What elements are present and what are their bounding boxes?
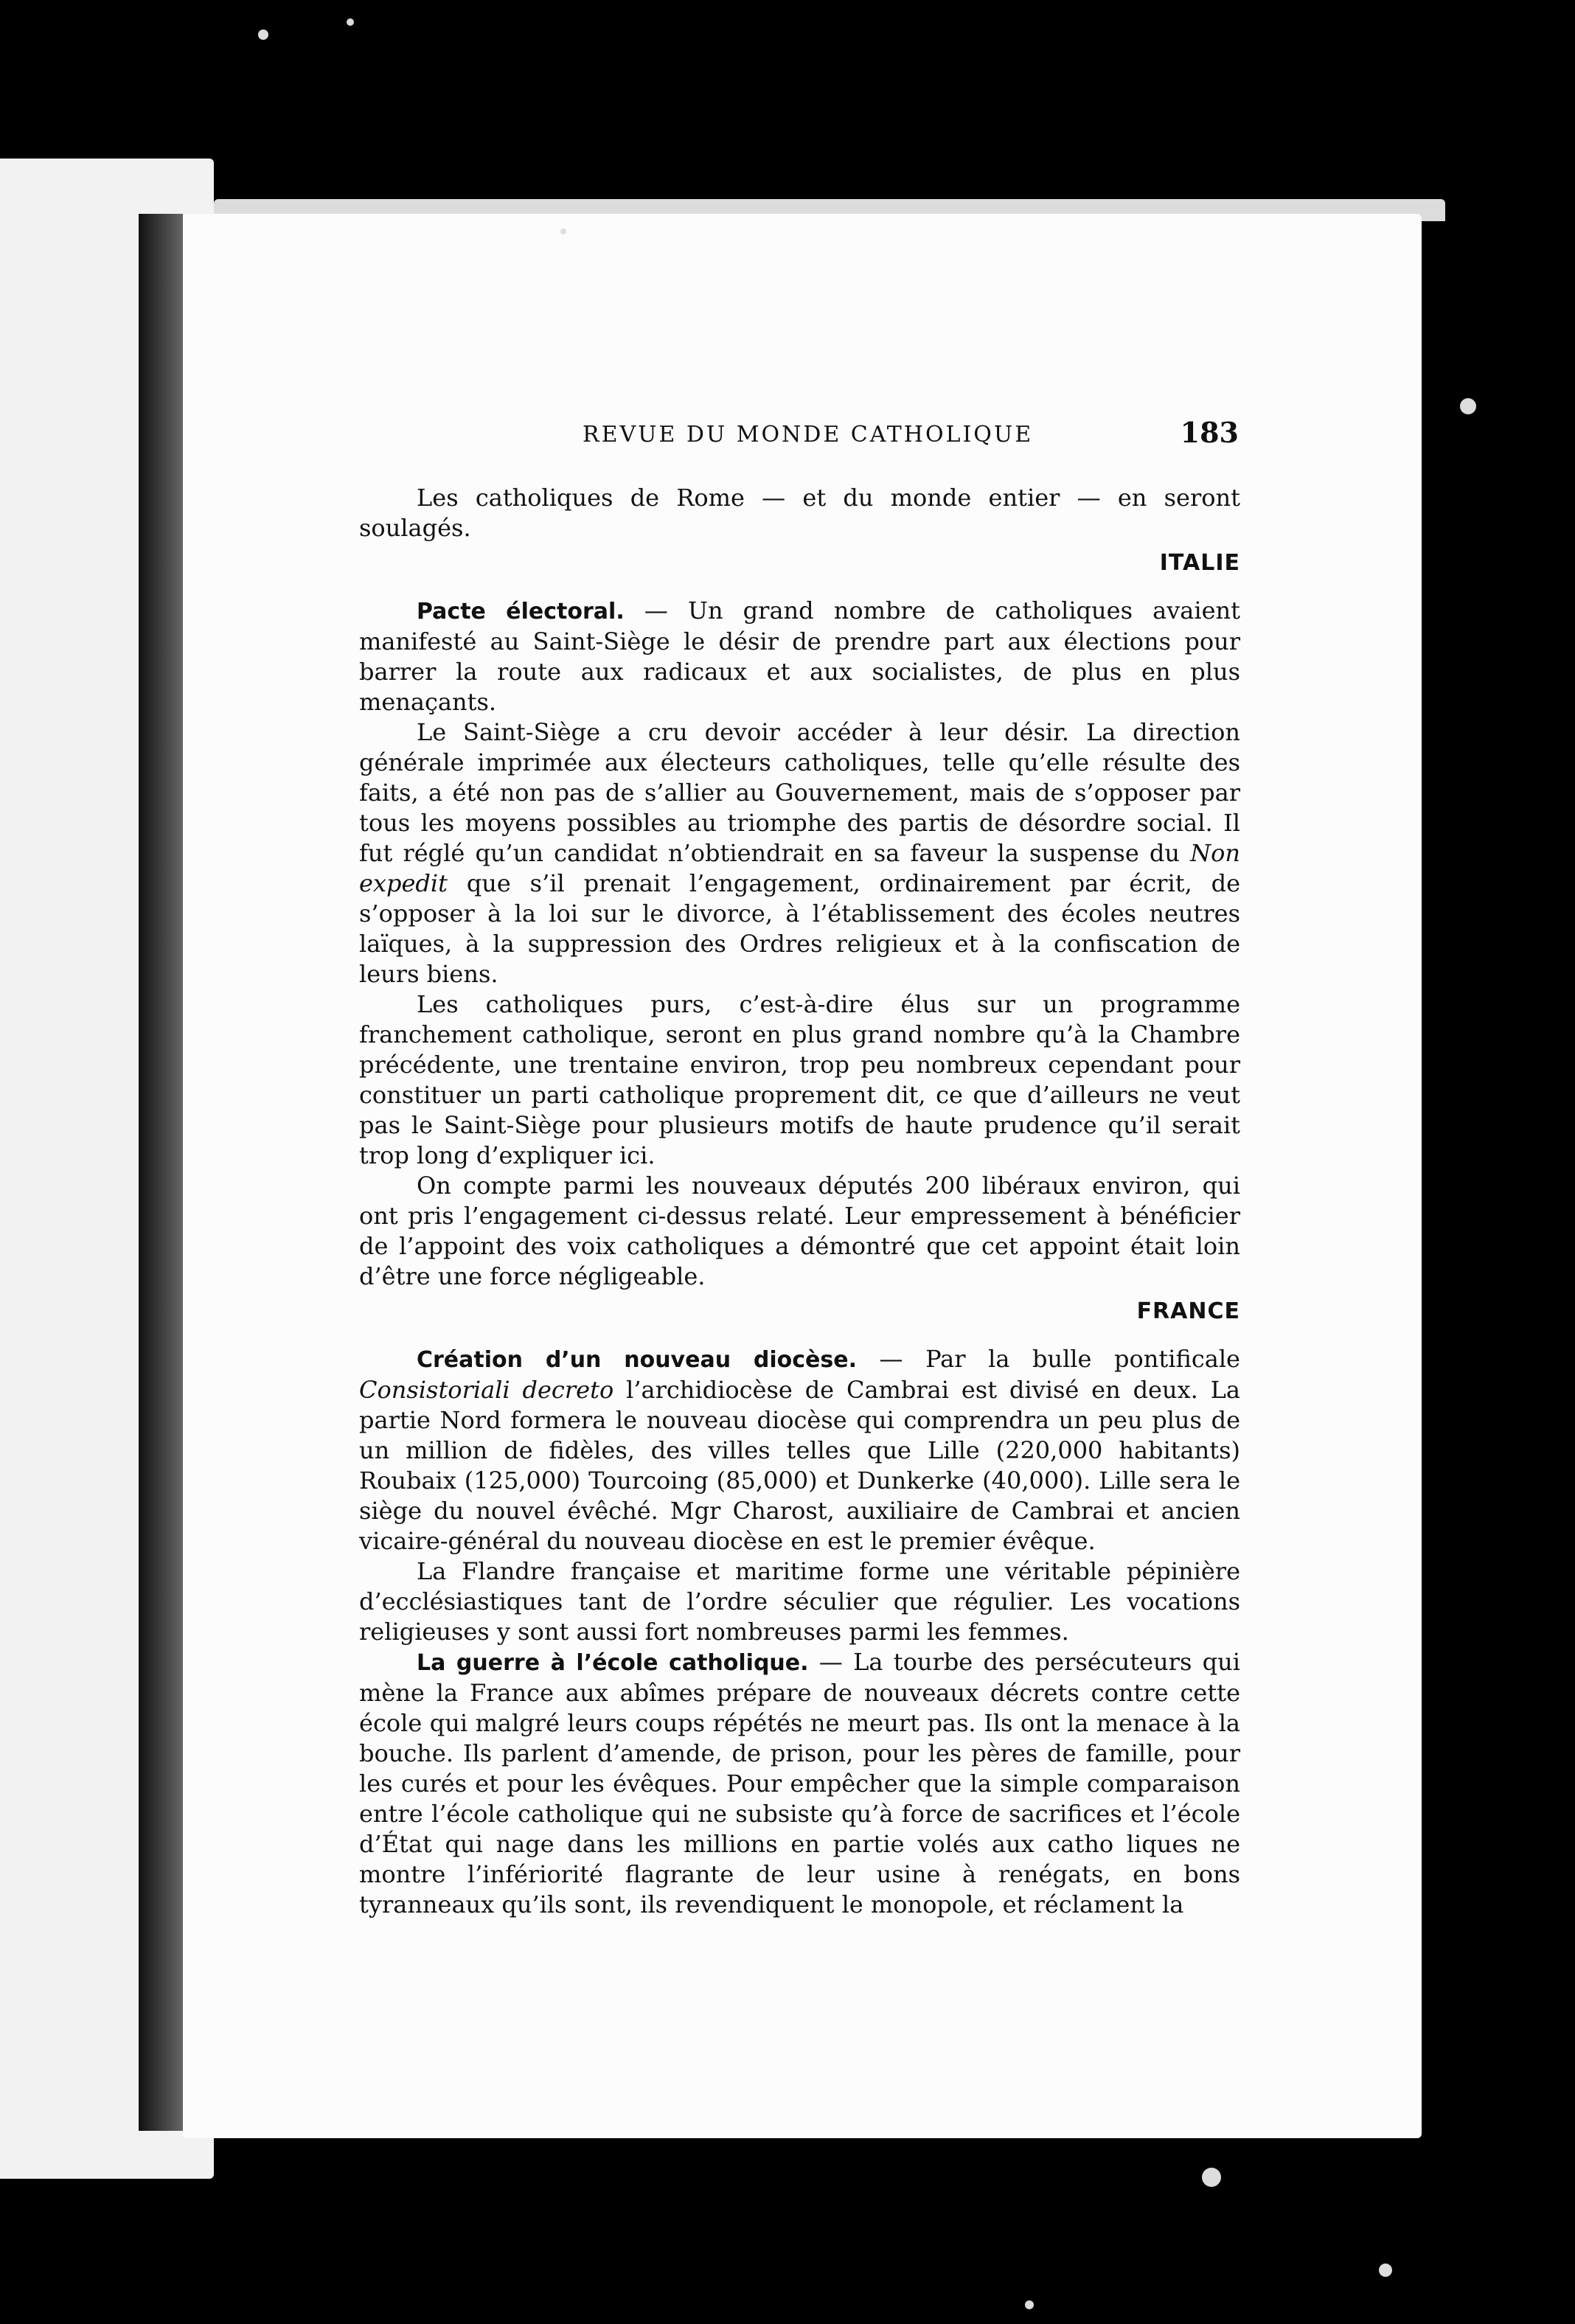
paragraph-rome: Les catholiques de Rome — et du monde entier — en seront soulagés. xyxy=(359,484,1240,542)
guerre-lead: La guerre à l’école catholique. xyxy=(417,1650,809,1676)
paragraph-catholiques-purs: Les catholiques purs, c’est-à-dire élus sur un programme franchement catholique, seront en plus grand nombre qu’à la Chambre précédente, une trentaine environ, trop peu nombreux cependant pour constituer un parti catholique proprement dit, ce que d’ailleurs ne veut pas le Saint-Siège pour plusieurs motifs de haute prudence qu’il serait trop long d’expliquer ici. xyxy=(359,990,1240,1169)
page-number: 183 xyxy=(1180,416,1239,449)
pacte-lead: Pacte électoral. xyxy=(417,599,625,625)
page-body xyxy=(359,483,1240,1920)
diocese-lead: Création d’un nouveau diocèse. xyxy=(417,1347,857,1373)
scan-speck xyxy=(1202,2168,1221,2187)
scan-speck xyxy=(1460,398,1476,414)
diocese-text-b: l’archidiocèse de Cambrai est divisé en deux. La partie Nord formera le nouveau diocèse qui comprendra un peu plus de un million de fidèles, des villes telles que Lille (220,000 habitants) Roubaix (125,000) Tourcoing (85,000) et Dunkerke (40,000). Lille sera le siège du nouvel évêché. Mgr Charost, auxiliaire de Cambrai et ancien vicaire-général du nouveau diocèse en est le premier évêque. xyxy=(359,1376,1241,1555)
section-heading-italie: ITALIE xyxy=(1159,550,1240,576)
saint-siege-text-a: Le Saint-Siège a cru devoir accéder à leur désir. La direction générale imprimée aux électeurs catholiques, telle qu’elle résulte des faits, a été non pas de s’allier au Gouvernement, mais de s’opposer par tous les moyens possibles au triomphe des partis de désordre social. Il fut réglé qu’un candidat n’obtiendrait en sa faveur la suspense du xyxy=(359,718,1240,867)
diocese-text-a: — Par la bulle pontificale xyxy=(856,1345,1240,1373)
scan-speck xyxy=(1025,2300,1034,2309)
paragraph-guerre xyxy=(359,1647,1240,1920)
scan-speck xyxy=(1379,2264,1392,2277)
saint-siege-text-b: que s’il prenait l’engagement, ordinairement par écrit, de s’opposer à la loi sur le divorce, à l’établissement des écoles neutres laïques, à la suppression des Ordres religieux et à la confiscation de leurs biens. xyxy=(359,869,1240,988)
pacte-text: — Un grand nombre de catholiques avaient manifesté au Saint-Siège le désir de prendre part aux élections pour barrer la route aux radicaux et aux socialistes, de plus en plus menaçants. xyxy=(359,596,1241,716)
paragraph-diocese xyxy=(359,1344,1240,1556)
paragraph-saint-siege xyxy=(359,717,1240,989)
running-head xyxy=(361,416,1239,453)
running-title: REVUE DU MONDE CATHOLIQUE xyxy=(583,422,1034,448)
scan-speck xyxy=(560,229,566,234)
guerre-text: — La tourbe des persécuteurs qui mène la France aux abîmes prépare de nouveaux décrets contre cette école qui malgré leurs coups répétés ne meurt pas. Ils ont la menace à la bouche. Ils parlent d’amende, de prison, pour les pères de famille, pour les curés et pour les évêques. Pour empêcher que la simple comparaison entre l’école catholique qui ne subsiste qu’à force de sacrifices et l’école d’État qui nage dans les millions en partie volés aux catho liques ne montre l’infériorité flagrante de leur usine à renégats, en bons tyranneaux qu’ils sont, ils revendiquent le monopole, et réclament la xyxy=(359,1648,1240,1918)
consistoriali-decreto: Consistoriali decreto xyxy=(359,1376,614,1404)
paragraph-deputes: On compte parmi les nouveaux députés 200 libéraux environ, qui ont pris l’engagement ci-dessus relaté. Leur empressement à bénéficier de l’appoint des voix catholiques a démontré que cet appoint était loin d’être une force négligeable. xyxy=(359,1172,1240,1290)
paragraph-flandre: La Flandre française et maritime forme une véritable pépinière d’ecclésiastiques tant de l’ordre séculier que régulier. Les vocations religieuses y sont aussi fort nombreuses parmi les femmes. xyxy=(359,1557,1240,1646)
non-expedit: Non expedit xyxy=(359,839,1240,897)
scan-speck xyxy=(258,29,268,40)
book-gutter xyxy=(139,214,183,2131)
section-heading-france: FRANCE xyxy=(1136,1298,1240,1324)
scan-speck xyxy=(347,18,354,26)
paragraph-pacte xyxy=(359,596,1240,717)
